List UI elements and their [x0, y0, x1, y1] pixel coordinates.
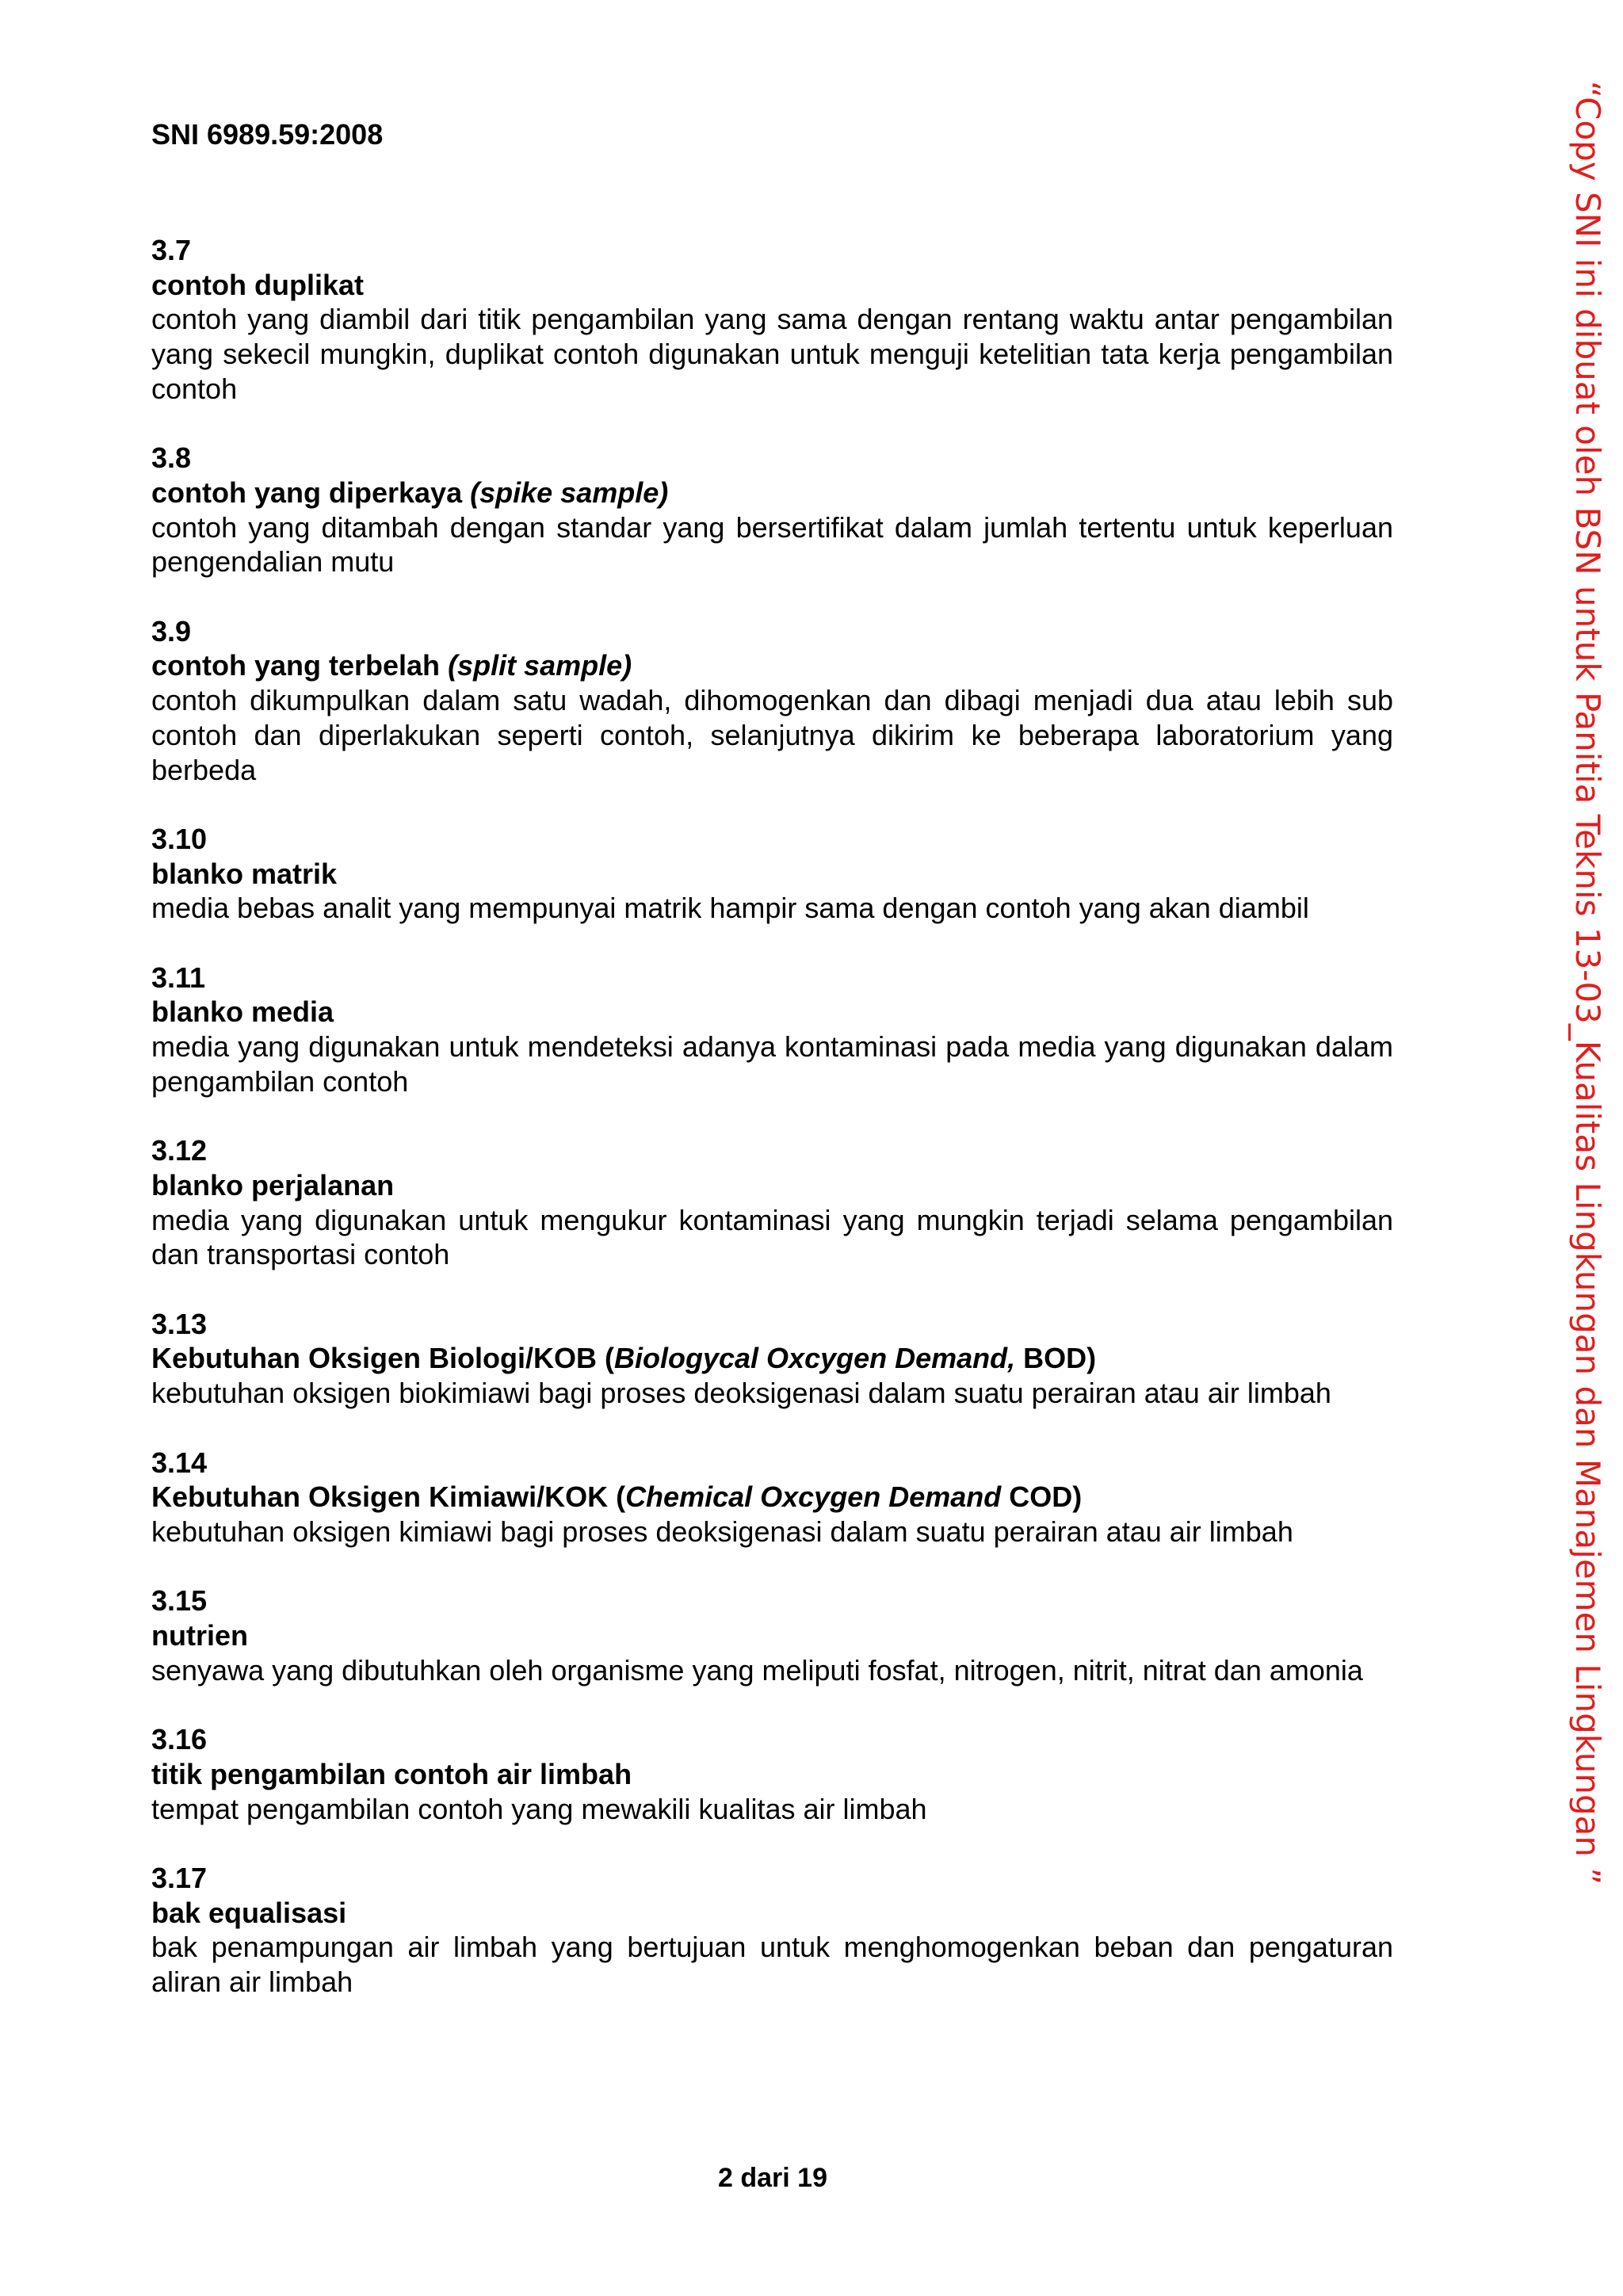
- entry-definition: bak penampungan air limbah yang bertujuan untuk menghomogenkan beban dan pengaturan aliran air limbah: [151, 1931, 1393, 1998]
- entry-term: bak equalisasi: [151, 1896, 347, 1929]
- entry-number: 3.17: [151, 1861, 208, 1894]
- definition-entry-3-12: [151, 1133, 1393, 1272]
- entry-number: 3.12: [151, 1134, 208, 1167]
- entry-term-prefix: Kebutuhan Oksigen Biologi/KOB (: [151, 1342, 614, 1375]
- entry-term: [151, 648, 1393, 683]
- entry-term: contoh duplikat: [151, 268, 364, 301]
- entry-number: 3.11: [151, 961, 206, 994]
- entry-term-italic: Biologycal Oxcygen Demand,: [614, 1342, 1016, 1375]
- entry-term-italic: (spike sample): [470, 476, 669, 509]
- definition-entry-3-8: [151, 441, 1393, 579]
- entry-term: [151, 1480, 1393, 1515]
- entry-term-italic: Chemical Oxcygen Demand: [625, 1480, 1002, 1514]
- entry-term: [151, 476, 1393, 510]
- definition-entry-3-13: [151, 1307, 1393, 1411]
- definition-entry-3-14: [151, 1446, 1393, 1549]
- entry-definition: senyawa yang dibutuhkan oleh organisme yang meliputi fosfat, nitrogen, nitrit, nitrat dan amonia: [151, 1653, 1363, 1687]
- entry-term-text: contoh yang terbelah: [151, 649, 441, 682]
- entry-term: blanko media: [151, 995, 334, 1029]
- definition-entry-3-10: [151, 822, 1393, 926]
- entry-term-prefix: Kebutuhan Oksigen Kimiawi/KOK (: [151, 1480, 626, 1514]
- entry-definition: media yang digunakan untuk mendeteksi adanya kontaminasi pada media yang digunakan dalam pengambilan contoh: [151, 1030, 1393, 1098]
- page-number: 2 dari 19: [718, 2163, 827, 2193]
- entry-term: titik pengambilan contoh air limbah: [151, 1757, 632, 1790]
- entry-term-text: contoh yang diperkaya: [151, 476, 463, 509]
- entry-number: 3.9: [151, 614, 192, 648]
- entry-term-italic: (split sample): [448, 649, 632, 682]
- definition-entry-3-11: [151, 961, 1393, 1099]
- entry-number: 3.13: [151, 1307, 208, 1340]
- definition-entry-3-7: [151, 233, 1393, 407]
- entry-definition: kebutuhan oksigen kimiawi bagi proses deoksigenasi dalam suatu perairan atau air limbah: [151, 1515, 1293, 1548]
- definition-entry-3-17: [151, 1861, 1393, 2000]
- entry-number: 3.10: [151, 822, 208, 855]
- entry-definition: contoh yang diambil dari titik pengambilan yang sama dengan rentang waktu antar pengambilan yang sekecil mungkin, duplikat contoh digunakan untuk menguji ketelitian tata kerja pengambilan contoh: [151, 303, 1393, 405]
- entry-number: 3.16: [151, 1723, 208, 1756]
- entry-definition: media bebas analit yang mempunyai matrik hampir sama dengan contoh yang akan diambil: [151, 892, 1309, 925]
- entry-term: [151, 1341, 1393, 1376]
- entry-definition: contoh dikumpulkan dalam satu wadah, dihomogenkan dan dibagi menjadi dua atau lebih sub contoh dan diperlakukan seperti contoh, selanjutnya dikirim ke beberapa laboratorium yang berbeda: [151, 684, 1393, 786]
- entry-number: 3.14: [151, 1446, 208, 1479]
- definition-entry-3-15: [151, 1584, 1393, 1687]
- entry-term: blanko perjalanan: [151, 1168, 395, 1201]
- copy-watermark: “Copy SNI ini dibuat oleh BSN untuk Panitia Teknis 13-03_Kualitas Lingkungan dan Manajemen Lingkungan ”: [1568, 80, 1607, 1885]
- definition-entry-3-9: [151, 614, 1393, 788]
- entry-term: nutrien: [151, 1619, 248, 1652]
- document-code: SNI 6989.59:2008: [151, 118, 384, 151]
- entry-number: 3.7: [151, 234, 192, 266]
- entry-term: blanko matrik: [151, 857, 338, 890]
- entry-definition: contoh yang ditambah dengan standar yang bersertifikat dalam jumlah tertentu untuk keperluan pengendalian mutu: [151, 510, 1393, 579]
- entry-number: 3.15: [151, 1584, 208, 1618]
- entry-definition: kebutuhan oksigen biokimiawi bagi proses deoksigenasi dalam suatu perairan atau air limbah: [151, 1377, 1331, 1410]
- definitions-list: [151, 233, 1393, 2034]
- entry-definition: media yang digunakan untuk mengukur kontaminasi yang mungkin terjadi selama pengambilan dan transportasi contoh: [151, 1203, 1393, 1271]
- definition-entry-3-16: [151, 1722, 1393, 1826]
- entry-definition: tempat pengambilan contoh yang mewakili kualitas air limbah: [151, 1792, 927, 1825]
- entry-term-suffix: BOD): [1015, 1342, 1097, 1375]
- entry-term-suffix: COD): [1001, 1480, 1083, 1514]
- entry-number: 3.8: [151, 441, 192, 475]
